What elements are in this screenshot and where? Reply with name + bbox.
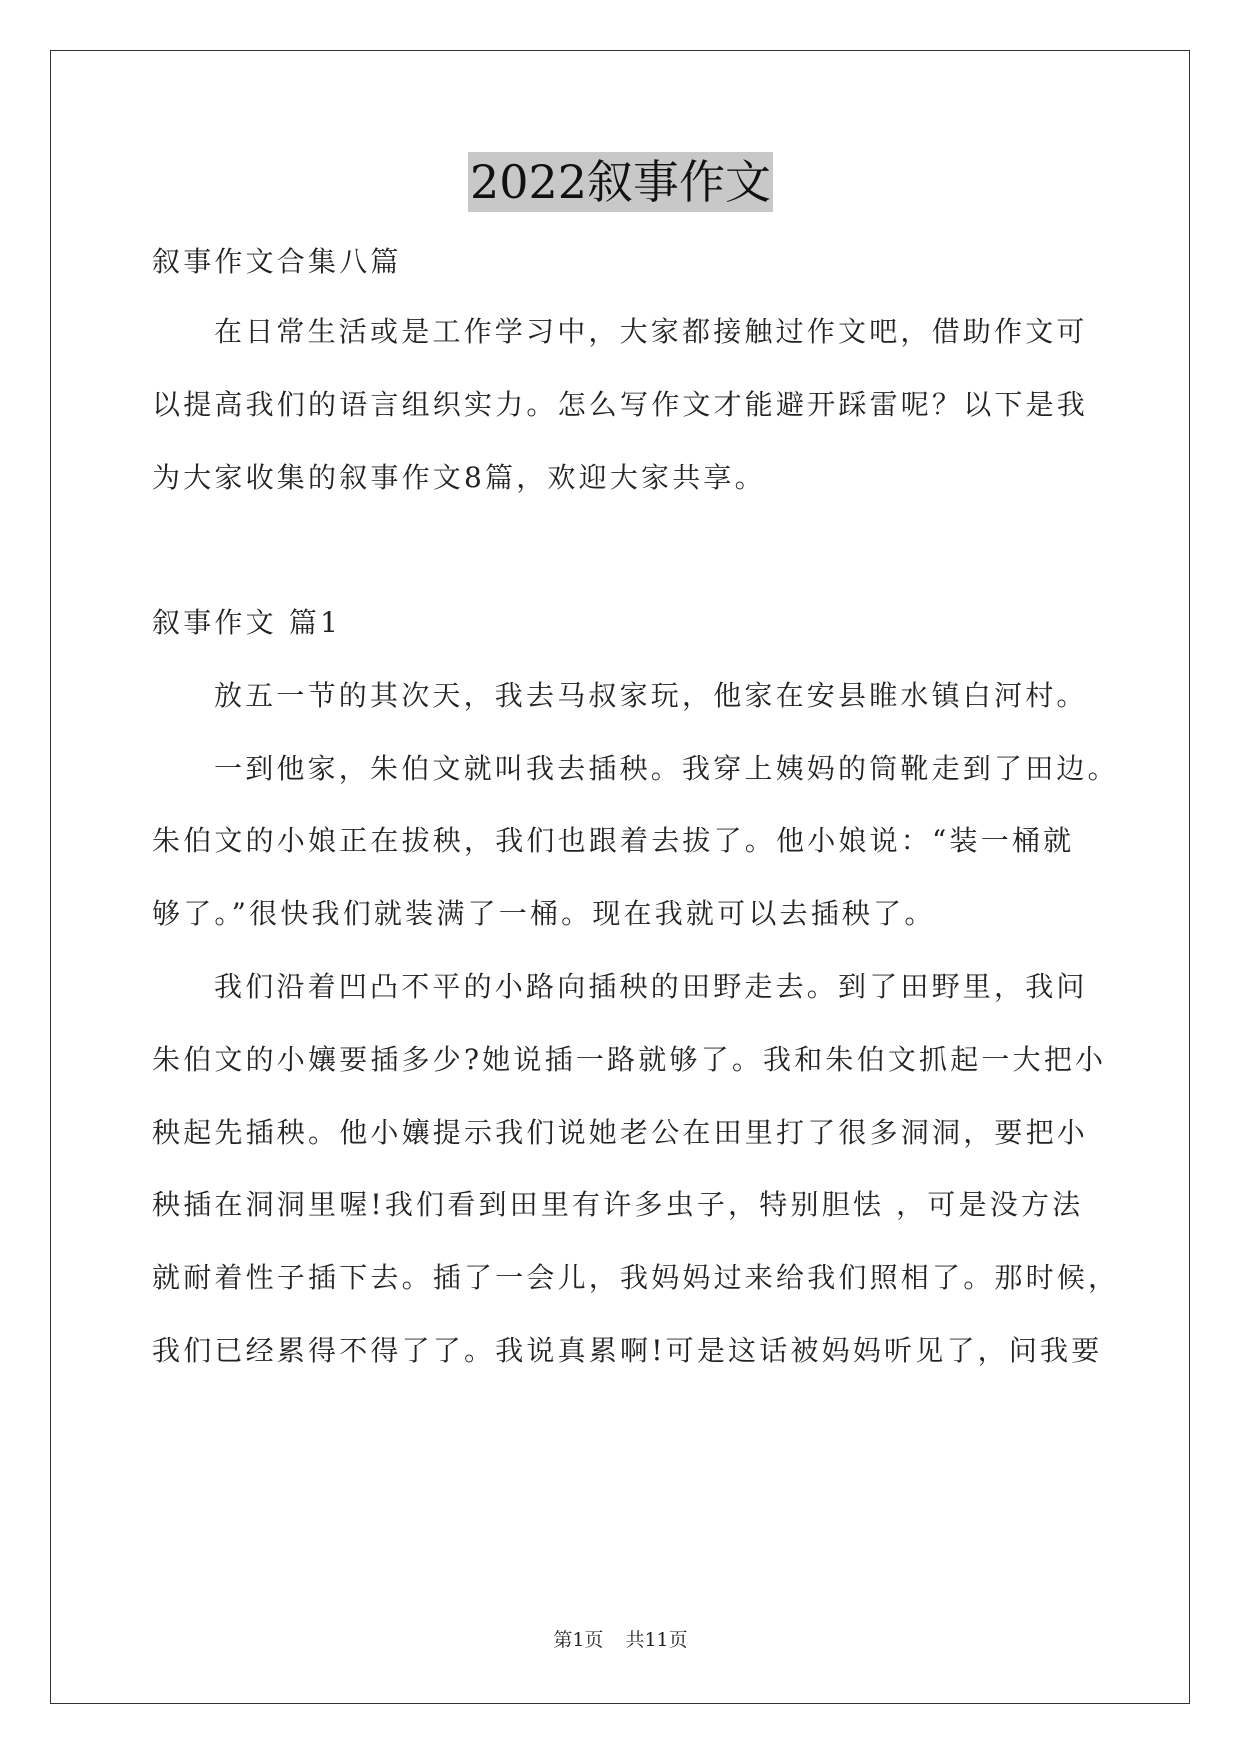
body-line: 就耐着性子插下去。插了一会儿，我妈妈过来给我们照相了。那时候， bbox=[152, 1261, 1120, 1294]
body-line: 秧插在洞洞里喔!我们看到田里有许多虫子，特别胆怯 ，可是没方法 bbox=[152, 1188, 1084, 1221]
document-title: 2022叙事作文 bbox=[468, 152, 773, 212]
page-number: 第1页 bbox=[553, 1629, 604, 1651]
body-line: 朱伯文的小孃要插多少?她说插一路就够了。我和朱伯文抓起一大把小 bbox=[152, 1043, 1107, 1076]
body-line: 秧起先插秧。他小孃提示我们说她老公在田里打了很多洞洞，要把小 bbox=[152, 1116, 1089, 1149]
body-line: 我们已经累得不得了了。我说真累啊!可是这话被妈妈听见了，问我要 bbox=[152, 1334, 1103, 1367]
title-container bbox=[0, 152, 1241, 212]
page-footer bbox=[0, 1628, 1241, 1652]
body-line: 够了。”很快我们就装满了一桶。现在我就可以去插秧了。 bbox=[152, 897, 936, 930]
intro-line: 为大家收集的叙事作文8篇，欢迎大家共享。 bbox=[152, 461, 766, 494]
body-line: 一到他家，朱伯文就叫我去插秧。我穿上姨妈的筒靴走到了田边。 bbox=[214, 752, 1119, 785]
page-border bbox=[50, 50, 1190, 1704]
body-line: 朱伯文的小娘正在拔秧，我们也跟着去拔了。他小娘说：“装一桶就 bbox=[152, 824, 1075, 857]
section-heading: 叙事作文 篇1 bbox=[152, 606, 342, 639]
intro-line: 以提高我们的语言组织实力。怎么写作文才能避开踩雷呢？以下是我 bbox=[152, 388, 1089, 421]
body-line: 放五一节的其次天，我去马叔家玩，他家在安县睢水镇白河村。 bbox=[214, 679, 1088, 712]
total-pages: 共11页 bbox=[625, 1629, 688, 1651]
collection-subtitle: 叙事作文合集八篇 bbox=[152, 245, 402, 278]
body-line: 我们沿着凹凸不平的小路向插秧的田野走去。到了田野里，我问 bbox=[214, 970, 1088, 1003]
intro-line: 在日常生活或是工作学习中，大家都接触过作文吧，借助作文可 bbox=[214, 315, 1088, 348]
